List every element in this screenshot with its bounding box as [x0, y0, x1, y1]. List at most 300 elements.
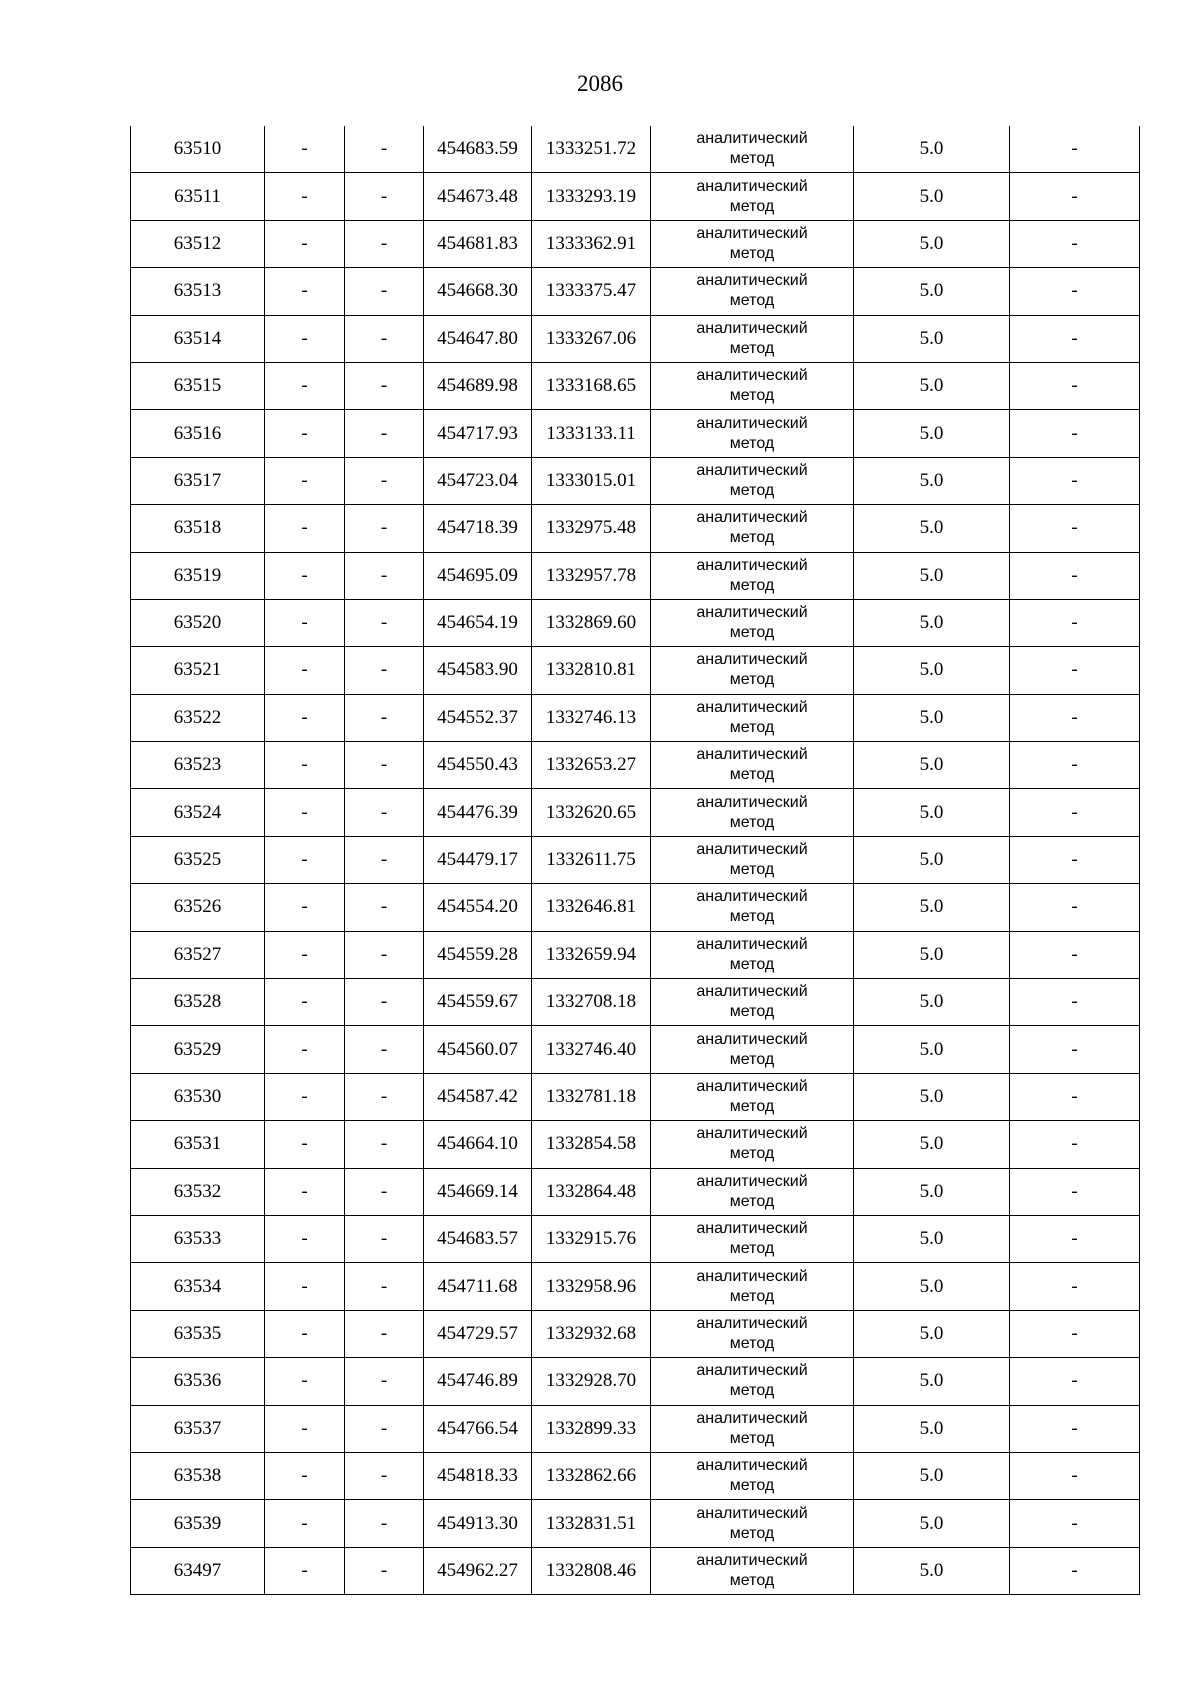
- method-cell: [651, 1358, 854, 1405]
- empty-value-cell: -: [345, 552, 424, 599]
- y-coordinate-cell: 1333362.91: [532, 220, 651, 267]
- empty-value-cell: -: [345, 836, 424, 883]
- method-line-2: метод: [729, 955, 775, 973]
- table-row: [131, 694, 1140, 741]
- method-line-2: метод: [729, 813, 775, 831]
- x-coordinate-cell: 454683.57: [424, 1215, 532, 1262]
- method-line-2: метод: [729, 1192, 775, 1210]
- y-coordinate-cell: 1332869.60: [532, 599, 651, 646]
- x-coordinate-cell: 454723.04: [424, 457, 532, 504]
- y-coordinate-cell: 1332620.65: [532, 789, 651, 836]
- point-number-cell: 63525: [131, 836, 265, 883]
- accuracy-cell: 5.0: [854, 1358, 1010, 1405]
- method-cell: [651, 1121, 854, 1168]
- empty-value-cell: -: [1010, 362, 1140, 409]
- method-cell: [651, 1405, 854, 1452]
- accuracy-cell: 5.0: [854, 1215, 1010, 1262]
- method-line-1: аналитический: [696, 651, 808, 669]
- accuracy-cell: 5.0: [854, 1026, 1010, 1073]
- point-number-cell: 63532: [131, 1168, 265, 1215]
- method-cell: [651, 979, 854, 1026]
- accuracy-cell: 5.0: [854, 126, 1010, 173]
- method-cell: [651, 1215, 854, 1262]
- method-cell: [651, 1168, 854, 1215]
- method-line-1: аналитический: [696, 1220, 808, 1238]
- method-line-2: метод: [729, 1571, 775, 1589]
- y-coordinate-cell: 1332646.81: [532, 884, 651, 931]
- table-row: [131, 1500, 1140, 1547]
- point-number-cell: 63533: [131, 1215, 265, 1262]
- empty-value-cell: -: [1010, 126, 1140, 173]
- empty-value-cell: -: [1010, 173, 1140, 220]
- empty-value-cell: -: [1010, 315, 1140, 362]
- method-line-2: метод: [729, 624, 775, 642]
- accuracy-cell: 5.0: [854, 1121, 1010, 1168]
- method-cell: [651, 126, 854, 173]
- table-row: [131, 552, 1140, 599]
- empty-value-cell: -: [265, 505, 345, 552]
- method-line-2: метод: [729, 339, 775, 357]
- table-row: [131, 789, 1140, 836]
- y-coordinate-cell: 1333375.47: [532, 268, 651, 315]
- y-coordinate-cell: 1333168.65: [532, 362, 651, 409]
- method-cell: [651, 410, 854, 457]
- empty-value-cell: -: [1010, 268, 1140, 315]
- table-row: [131, 647, 1140, 694]
- y-coordinate-cell: 1333015.01: [532, 457, 651, 504]
- table-row: [131, 1263, 1140, 1310]
- empty-value-cell: -: [1010, 742, 1140, 789]
- method-cell: [651, 931, 854, 978]
- accuracy-cell: 5.0: [854, 220, 1010, 267]
- empty-value-cell: -: [265, 315, 345, 362]
- y-coordinate-cell: 1332928.70: [532, 1358, 651, 1405]
- point-number-cell: 63534: [131, 1263, 265, 1310]
- table-row: [131, 1215, 1140, 1262]
- method-cell: [651, 1026, 854, 1073]
- empty-value-cell: -: [345, 1547, 424, 1594]
- empty-value-cell: -: [265, 931, 345, 978]
- method-line-2: метод: [729, 1382, 775, 1400]
- empty-value-cell: -: [345, 789, 424, 836]
- point-number-cell: 63539: [131, 1500, 265, 1547]
- method-line-1: аналитический: [696, 841, 808, 859]
- empty-value-cell: -: [345, 1168, 424, 1215]
- method-line-2: метод: [729, 387, 775, 405]
- point-number-cell: 63514: [131, 315, 265, 362]
- empty-value-cell: -: [265, 1405, 345, 1452]
- table-row: [131, 836, 1140, 883]
- x-coordinate-cell: 454559.28: [424, 931, 532, 978]
- x-coordinate-cell: 454550.43: [424, 742, 532, 789]
- empty-value-cell: -: [1010, 1121, 1140, 1168]
- empty-value-cell: -: [1010, 220, 1140, 267]
- method-line-1: аналитический: [696, 604, 808, 622]
- x-coordinate-cell: 454654.19: [424, 599, 532, 646]
- x-coordinate-cell: 454673.48: [424, 173, 532, 220]
- x-coordinate-cell: 454669.14: [424, 1168, 532, 1215]
- point-number-cell: 63512: [131, 220, 265, 267]
- point-number-cell: 63513: [131, 268, 265, 315]
- method-line-1: аналитический: [696, 698, 808, 716]
- empty-value-cell: -: [265, 1263, 345, 1310]
- method-cell: [651, 884, 854, 931]
- x-coordinate-cell: 454583.90: [424, 647, 532, 694]
- accuracy-cell: 5.0: [854, 552, 1010, 599]
- empty-value-cell: -: [265, 1121, 345, 1168]
- accuracy-cell: 5.0: [854, 1310, 1010, 1357]
- table-row: [131, 173, 1140, 220]
- x-coordinate-cell: 454476.39: [424, 789, 532, 836]
- empty-value-cell: -: [265, 1073, 345, 1120]
- method-cell: [651, 173, 854, 220]
- x-coordinate-cell: 454559.67: [424, 979, 532, 1026]
- empty-value-cell: -: [1010, 1500, 1140, 1547]
- empty-value-cell: -: [345, 1358, 424, 1405]
- method-line-1: аналитический: [696, 1362, 808, 1380]
- empty-value-cell: -: [265, 1168, 345, 1215]
- accuracy-cell: 5.0: [854, 268, 1010, 315]
- method-line-2: метод: [729, 861, 775, 879]
- table-row: [131, 268, 1140, 315]
- point-number-cell: 63530: [131, 1073, 265, 1120]
- table-row: [131, 599, 1140, 646]
- accuracy-cell: 5.0: [854, 694, 1010, 741]
- x-coordinate-cell: 454718.39: [424, 505, 532, 552]
- method-line-1: аналитический: [696, 509, 808, 527]
- y-coordinate-cell: 1332932.68: [532, 1310, 651, 1357]
- table-row: [131, 362, 1140, 409]
- point-number-cell: 63517: [131, 457, 265, 504]
- method-line-1: аналитический: [696, 746, 808, 764]
- y-coordinate-cell: 1333133.11: [532, 410, 651, 457]
- point-number-cell: 63521: [131, 647, 265, 694]
- empty-value-cell: -: [265, 836, 345, 883]
- point-number-cell: 63527: [131, 931, 265, 978]
- empty-value-cell: -: [1010, 931, 1140, 978]
- empty-value-cell: -: [265, 1547, 345, 1594]
- x-coordinate-cell: 454729.57: [424, 1310, 532, 1357]
- x-coordinate-cell: 454683.59: [424, 126, 532, 173]
- page-number: 2086: [577, 71, 623, 96]
- point-number-cell: 63536: [131, 1358, 265, 1405]
- method-cell: [651, 268, 854, 315]
- method-line-1: аналитический: [696, 272, 808, 290]
- accuracy-cell: 5.0: [854, 1452, 1010, 1499]
- y-coordinate-cell: 1332975.48: [532, 505, 651, 552]
- empty-value-cell: -: [265, 410, 345, 457]
- method-cell: [651, 742, 854, 789]
- accuracy-cell: 5.0: [854, 979, 1010, 1026]
- accuracy-cell: 5.0: [854, 789, 1010, 836]
- x-coordinate-cell: 454479.17: [424, 836, 532, 883]
- method-line-2: метод: [729, 529, 775, 547]
- empty-value-cell: -: [1010, 647, 1140, 694]
- y-coordinate-cell: 1332864.48: [532, 1168, 651, 1215]
- y-coordinate-cell: 1332831.51: [532, 1500, 651, 1547]
- method-line-1: аналитический: [696, 1030, 808, 1048]
- empty-value-cell: -: [1010, 1310, 1140, 1357]
- table-row: [131, 1168, 1140, 1215]
- point-number-cell: 63524: [131, 789, 265, 836]
- accuracy-cell: 5.0: [854, 647, 1010, 694]
- x-coordinate-cell: 454818.33: [424, 1452, 532, 1499]
- empty-value-cell: -: [345, 979, 424, 1026]
- accuracy-cell: 5.0: [854, 315, 1010, 362]
- method-cell: [651, 1452, 854, 1499]
- empty-value-cell: -: [345, 126, 424, 173]
- empty-value-cell: -: [1010, 505, 1140, 552]
- empty-value-cell: -: [345, 1121, 424, 1168]
- method-line-2: метод: [729, 1003, 775, 1021]
- empty-value-cell: -: [345, 505, 424, 552]
- point-number-cell: 63526: [131, 884, 265, 931]
- table-row: [131, 410, 1140, 457]
- point-number-cell: 63537: [131, 1405, 265, 1452]
- empty-value-cell: -: [345, 173, 424, 220]
- method-cell: [651, 1500, 854, 1547]
- empty-value-cell: -: [265, 742, 345, 789]
- empty-value-cell: -: [345, 1500, 424, 1547]
- accuracy-cell: 5.0: [854, 1500, 1010, 1547]
- point-number-cell: 63522: [131, 694, 265, 741]
- table-row: [131, 220, 1140, 267]
- method-line-1: аналитический: [696, 414, 808, 432]
- method-line-2: метод: [729, 908, 775, 926]
- method-line-1: аналитический: [696, 1125, 808, 1143]
- x-coordinate-cell: 454587.42: [424, 1073, 532, 1120]
- accuracy-cell: 5.0: [854, 410, 1010, 457]
- empty-value-cell: -: [1010, 694, 1140, 741]
- empty-value-cell: -: [345, 1405, 424, 1452]
- x-coordinate-cell: 454717.93: [424, 410, 532, 457]
- empty-value-cell: -: [265, 173, 345, 220]
- x-coordinate-cell: 454711.68: [424, 1263, 532, 1310]
- empty-value-cell: -: [265, 1215, 345, 1262]
- method-line-2: метод: [729, 1287, 775, 1305]
- empty-value-cell: -: [265, 1452, 345, 1499]
- method-cell: [651, 789, 854, 836]
- empty-value-cell: -: [1010, 1026, 1140, 1073]
- point-number-cell: 63519: [131, 552, 265, 599]
- empty-value-cell: -: [345, 1026, 424, 1073]
- method-line-2: метод: [729, 244, 775, 262]
- y-coordinate-cell: 1332659.94: [532, 931, 651, 978]
- table-row: [131, 1073, 1140, 1120]
- method-line-2: метод: [729, 481, 775, 499]
- y-coordinate-cell: 1332854.58: [532, 1121, 651, 1168]
- method-cell: [651, 599, 854, 646]
- empty-value-cell: -: [265, 979, 345, 1026]
- method-line-2: метод: [729, 1477, 775, 1495]
- table-row: [131, 1405, 1140, 1452]
- x-coordinate-cell: 454560.07: [424, 1026, 532, 1073]
- x-coordinate-cell: 454647.80: [424, 315, 532, 362]
- y-coordinate-cell: 1332862.66: [532, 1452, 651, 1499]
- y-coordinate-cell: 1332810.81: [532, 647, 651, 694]
- empty-value-cell: -: [345, 742, 424, 789]
- method-line-2: метод: [729, 1524, 775, 1542]
- table-row: [131, 931, 1140, 978]
- y-coordinate-cell: 1332611.75: [532, 836, 651, 883]
- method-line-1: аналитический: [696, 130, 808, 148]
- method-line-1: аналитический: [696, 556, 808, 574]
- empty-value-cell: -: [1010, 552, 1140, 599]
- empty-value-cell: -: [345, 457, 424, 504]
- method-line-2: метод: [729, 197, 775, 215]
- empty-value-cell: -: [1010, 979, 1140, 1026]
- empty-value-cell: -: [1010, 1358, 1140, 1405]
- method-cell: [651, 362, 854, 409]
- method-line-1: аналитический: [696, 1314, 808, 1332]
- accuracy-cell: 5.0: [854, 173, 1010, 220]
- coordinates-table: [130, 126, 1140, 1595]
- table-row: [131, 979, 1140, 1026]
- point-number-cell: 63515: [131, 362, 265, 409]
- method-line-1: аналитический: [696, 1078, 808, 1095]
- method-line-1: аналитический: [696, 224, 808, 242]
- method-cell: [651, 457, 854, 504]
- empty-value-cell: -: [345, 647, 424, 694]
- method-line-2: метод: [729, 1334, 775, 1352]
- point-number-cell: 63516: [131, 410, 265, 457]
- method-cell: [651, 552, 854, 599]
- empty-value-cell: -: [265, 694, 345, 741]
- empty-value-cell: -: [1010, 1452, 1140, 1499]
- accuracy-cell: 5.0: [854, 836, 1010, 883]
- empty-value-cell: -: [1010, 410, 1140, 457]
- method-cell: [651, 1263, 854, 1310]
- method-line-1: аналитический: [696, 319, 808, 337]
- y-coordinate-cell: 1332899.33: [532, 1405, 651, 1452]
- empty-value-cell: -: [1010, 1073, 1140, 1120]
- empty-value-cell: -: [1010, 789, 1140, 836]
- x-coordinate-cell: 454766.54: [424, 1405, 532, 1452]
- method-cell: [651, 1310, 854, 1357]
- accuracy-cell: 5.0: [854, 1263, 1010, 1310]
- empty-value-cell: -: [265, 362, 345, 409]
- point-number-cell: 63518: [131, 505, 265, 552]
- y-coordinate-cell: 1333293.19: [532, 173, 651, 220]
- empty-value-cell: -: [265, 647, 345, 694]
- method-cell: [651, 315, 854, 362]
- accuracy-cell: 5.0: [854, 742, 1010, 789]
- x-coordinate-cell: 454746.89: [424, 1358, 532, 1405]
- accuracy-cell: 5.0: [854, 457, 1010, 504]
- table-row: [131, 1121, 1140, 1168]
- empty-value-cell: -: [345, 599, 424, 646]
- x-coordinate-cell: 454552.37: [424, 694, 532, 741]
- y-coordinate-cell: 1333267.06: [532, 315, 651, 362]
- empty-value-cell: -: [1010, 1547, 1140, 1594]
- method-line-1: аналитический: [696, 461, 808, 479]
- method-cell: [651, 836, 854, 883]
- method-line-1: аналитический: [696, 983, 808, 1001]
- accuracy-cell: 5.0: [854, 1168, 1010, 1215]
- method-line-1: аналитический: [696, 793, 808, 811]
- x-coordinate-cell: 454668.30: [424, 268, 532, 315]
- method-line-1: аналитический: [696, 1504, 808, 1522]
- x-coordinate-cell: 454681.83: [424, 220, 532, 267]
- accuracy-cell: 5.0: [854, 362, 1010, 409]
- accuracy-cell: 5.0: [854, 1547, 1010, 1594]
- method-line-1: аналитический: [696, 1267, 808, 1285]
- method-line-2: метод: [729, 292, 775, 310]
- empty-value-cell: -: [345, 1215, 424, 1262]
- point-number-cell: 63535: [131, 1310, 265, 1357]
- empty-value-cell: -: [345, 268, 424, 315]
- method-line-2: метод: [729, 150, 775, 168]
- y-coordinate-cell: 1332746.40: [532, 1026, 651, 1073]
- empty-value-cell: -: [345, 220, 424, 267]
- method-cell: [651, 694, 854, 741]
- empty-value-cell: -: [345, 1452, 424, 1499]
- method-line-1: аналитический: [696, 367, 808, 385]
- empty-value-cell: -: [265, 789, 345, 836]
- empty-value-cell: -: [265, 599, 345, 646]
- table-row: [131, 1358, 1140, 1405]
- empty-value-cell: -: [1010, 884, 1140, 931]
- empty-value-cell: -: [345, 931, 424, 978]
- accuracy-cell: 5.0: [854, 931, 1010, 978]
- table-row: [131, 1547, 1140, 1594]
- method-line-2: метод: [729, 434, 775, 452]
- y-coordinate-cell: 1332746.13: [532, 694, 651, 741]
- method-line-2: метод: [729, 576, 775, 594]
- method-line-2: метод: [729, 1145, 775, 1163]
- empty-value-cell: -: [265, 1358, 345, 1405]
- method-cell: [651, 220, 854, 267]
- empty-value-cell: -: [1010, 457, 1140, 504]
- y-coordinate-cell: 1333251.72: [532, 126, 651, 173]
- method-cell: [651, 1547, 854, 1594]
- empty-value-cell: -: [345, 362, 424, 409]
- y-coordinate-cell: 1332915.76: [532, 1215, 651, 1262]
- empty-value-cell: -: [1010, 1405, 1140, 1452]
- table-row: [131, 1026, 1140, 1073]
- empty-value-cell: -: [1010, 1263, 1140, 1310]
- empty-value-cell: -: [345, 1310, 424, 1357]
- empty-value-cell: -: [265, 220, 345, 267]
- accuracy-cell: 5.0: [854, 505, 1010, 552]
- table-row: [131, 884, 1140, 931]
- empty-value-cell: -: [345, 1073, 424, 1120]
- method-cell: [651, 505, 854, 552]
- empty-value-cell: -: [265, 126, 345, 173]
- point-number-cell: 63520: [131, 599, 265, 646]
- point-number-cell: 63529: [131, 1026, 265, 1073]
- method-line-1: аналитический: [696, 935, 808, 953]
- accuracy-cell: 5.0: [854, 1405, 1010, 1452]
- empty-value-cell: -: [345, 410, 424, 457]
- method-line-1: аналитический: [696, 1457, 808, 1475]
- method-line-1: аналитический: [696, 888, 808, 906]
- empty-value-cell: -: [265, 1026, 345, 1073]
- empty-value-cell: -: [1010, 836, 1140, 883]
- method-line-1: аналитический: [696, 1409, 808, 1427]
- method-line-1: аналитический: [696, 1172, 808, 1190]
- empty-value-cell: -: [345, 694, 424, 741]
- empty-value-cell: -: [1010, 599, 1140, 646]
- accuracy-cell: 5.0: [854, 884, 1010, 931]
- table-row: [131, 126, 1140, 173]
- x-coordinate-cell: 454913.30: [424, 1500, 532, 1547]
- empty-value-cell: -: [1010, 1168, 1140, 1215]
- point-number-cell: 63528: [131, 979, 265, 1026]
- point-number-cell: 63531: [131, 1121, 265, 1168]
- method-line-2: метод: [729, 1050, 775, 1068]
- empty-value-cell: -: [265, 268, 345, 315]
